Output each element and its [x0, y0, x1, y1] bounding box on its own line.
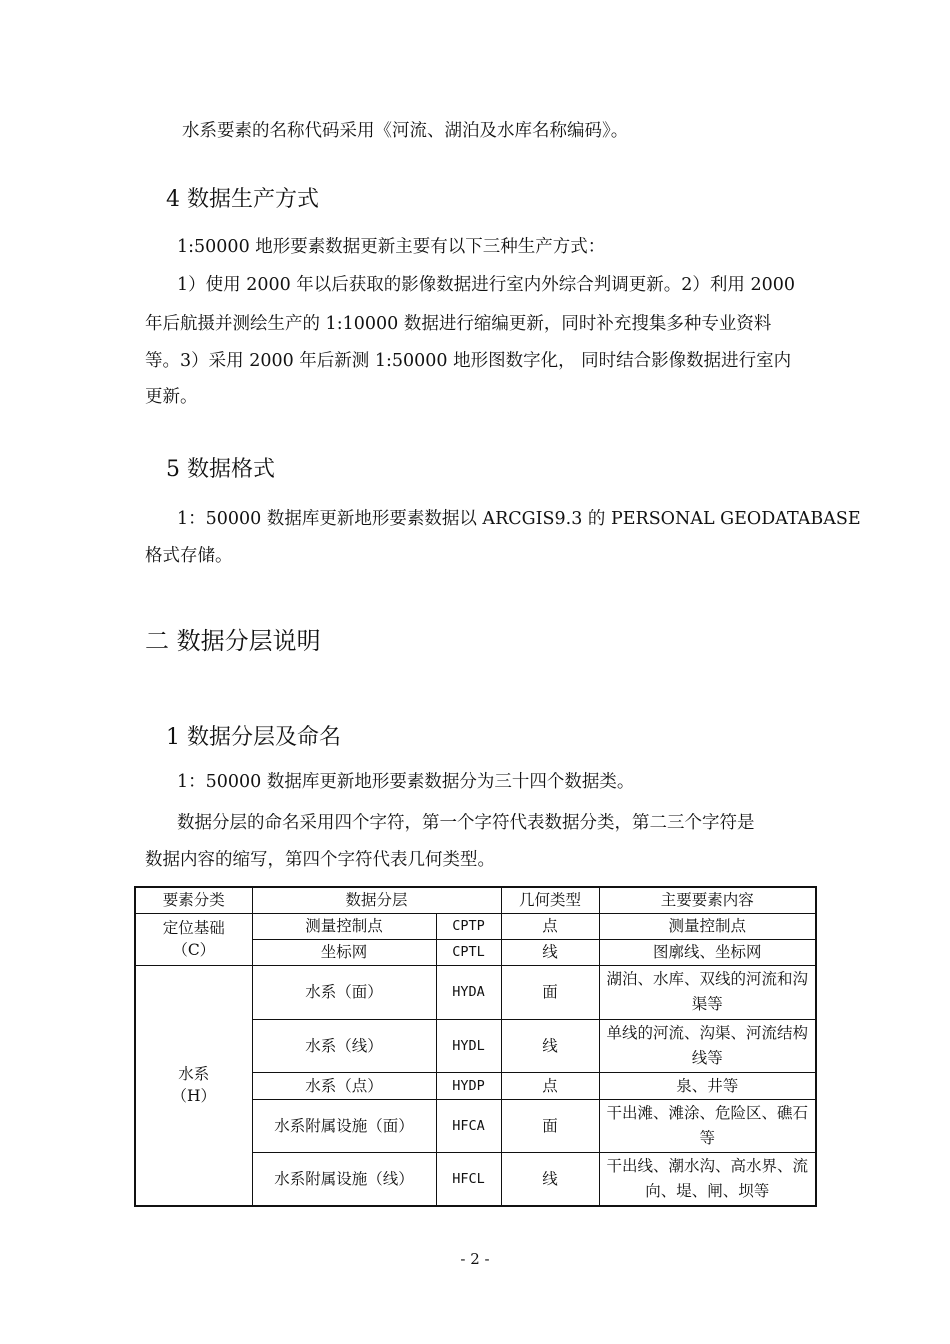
paragraph-4-line1: 1）使用 2000 年以后获取的影像数据进行室内外综合判调更新。2）利用 2000	[177, 275, 796, 295]
layer-code-cell: HYDL	[436, 1019, 501, 1072]
layer-code-cell: CPTL	[436, 939, 501, 965]
paragraph-5-line2: 格式存储。	[145, 546, 233, 566]
layer-code-cell: CPTP	[436, 913, 501, 939]
paragraph-1-line2: 数据内容的缩写，第四个字符代表几何类型。	[145, 850, 495, 870]
header-geometry: 几何类型	[501, 887, 599, 913]
header-content: 主要要素内容	[599, 887, 816, 913]
geometry-cell: 线	[501, 1152, 599, 1206]
chapter-heading-two: 二 数据分层说明	[145, 627, 321, 655]
paragraph-4-line4: 更新。	[145, 387, 198, 407]
category-name: 水系	[178, 1065, 210, 1084]
paragraph-4-intro: 1:50000 地形要素数据更新主要有以下三种生产方式：	[177, 237, 606, 257]
layer-code-cell: HYDP	[436, 1072, 501, 1099]
section-heading-1: 1 数据分层及命名	[166, 725, 341, 750]
paragraph-4-line2: 年后航摄并测绘生产的 1:10000 数据进行缩编更新，同时补充搜集多种专业资料	[145, 314, 772, 334]
category-cell-hydro	[135, 965, 252, 1206]
paragraph-5-line1: 1：50000 数据库更新地形要素数据以 ARCGIS9.3 的 PERSONAL GEODATABASE	[177, 509, 861, 529]
content-cell: 测量控制点	[599, 913, 816, 939]
content-cell: 泉、井等	[599, 1072, 816, 1099]
geometry-cell: 面	[501, 965, 599, 1019]
layer-name-cell: 水系（点）	[252, 1072, 436, 1099]
table-row	[135, 965, 816, 1019]
geometry-cell: 线	[501, 1019, 599, 1072]
layer-code-cell: HFCL	[436, 1152, 501, 1206]
category-code: （C）	[172, 941, 216, 959]
table-row	[135, 913, 816, 939]
layer-code-cell: HYDA	[436, 965, 501, 1019]
header-layer: 数据分层	[252, 887, 501, 913]
paragraph-4-line3: 等。3）采用 2000 年后新测 1:50000 地形图数字化， 同时结合影像数据进行室内	[145, 351, 792, 371]
paragraph-1-line1: 数据分层的命名采用四个字符，第一个字符代表数据分类，第二三个字符是	[177, 813, 755, 833]
layer-name-cell: 坐标网	[252, 939, 436, 965]
data-layer-table	[134, 886, 817, 1207]
paragraph-1-intro: 1：50000 数据库更新地形要素数据分为三十四个数据类。	[177, 772, 635, 792]
category-code: （H）	[171, 1087, 217, 1106]
layer-name-cell: 测量控制点	[252, 913, 436, 939]
layer-name-cell: 水系（面）	[252, 965, 436, 1019]
geometry-cell: 线	[501, 939, 599, 965]
content-cell: 干出线、潮水沟、高水界、流向、堤、闸、坝等	[599, 1152, 816, 1206]
layer-name-cell: 水系附属设施（线）	[252, 1152, 436, 1206]
geometry-cell: 面	[501, 1099, 599, 1152]
content-cell: 干出滩、滩涂、危险区、礁石等	[599, 1099, 816, 1152]
paragraph-hydro-code: 水系要素的名称代码采用《河流、湖泊及水库名称编码》。	[182, 121, 629, 141]
section-heading-5: 5 数据格式	[166, 457, 275, 482]
table-header-row	[135, 887, 816, 913]
header-category: 要素分类	[135, 887, 252, 913]
page-number: - 2 -	[460, 1250, 490, 1268]
content-cell: 湖泊、水库、双线的河流和沟渠等	[599, 965, 816, 1019]
content-cell: 单线的河流、沟渠、河流结构线等	[599, 1019, 816, 1072]
layer-name-cell: 水系（线）	[252, 1019, 436, 1072]
geometry-cell: 点	[501, 1072, 599, 1099]
layer-code-cell: HFCA	[436, 1099, 501, 1152]
layer-name-cell: 水系附属设施（面）	[252, 1099, 436, 1152]
geometry-cell: 点	[501, 913, 599, 939]
content-cell: 图廓线、坐标网	[599, 939, 816, 965]
category-name: 定位基础	[162, 919, 225, 937]
category-cell-positioning	[135, 913, 252, 965]
section-heading-4: 4 数据生产方式	[166, 187, 319, 212]
